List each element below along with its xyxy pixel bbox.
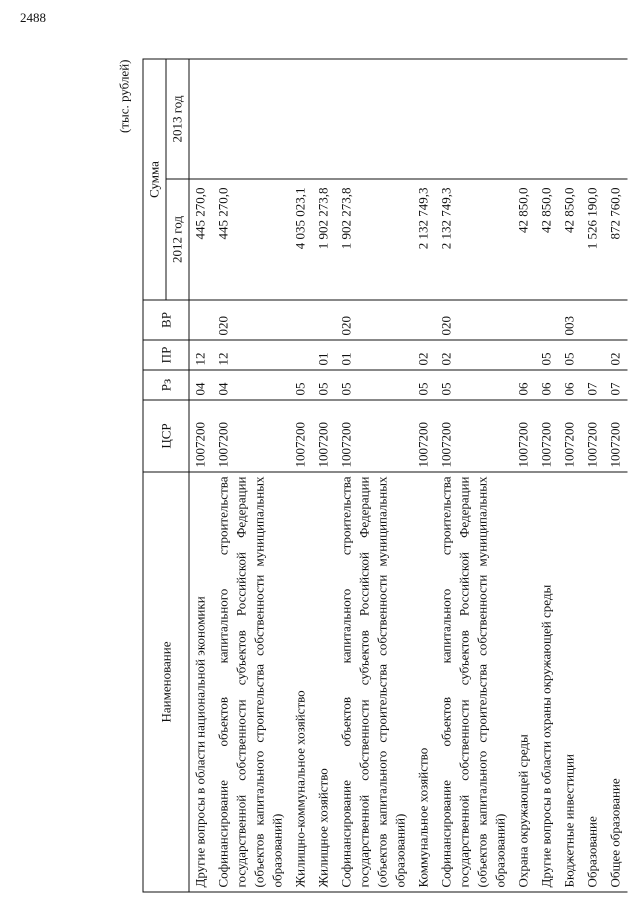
row-vr [289,300,312,340]
table-row [289,59,312,892]
row-name: Другие вопросы в области национальной экономики [189,472,213,892]
row-sum-2012: 42 850,0 [512,179,535,300]
row-name: Софинансирование объектов капитального строительства государственной собственности субъектов Российской Федерации (объектов капитального строительства собственности муниципальных образований) [212,472,289,892]
row-sum-2013 [581,59,604,179]
row-vr [581,300,604,340]
table-row [581,59,604,892]
row-pr [289,340,312,370]
header-year-2012: 2012 год [166,179,189,300]
row-name: Жилищное хозяйство [312,472,335,892]
table-row [558,59,581,892]
header-sum: Сумма [143,59,166,300]
row-csr: 1007200 [604,400,627,472]
row-sum-2013 [289,59,312,179]
table-row [335,59,412,892]
table-row [435,59,512,892]
row-csr: 1007200 [312,400,335,472]
row-pr: 05 [535,340,558,370]
row-rz: 05 [435,370,512,400]
row-vr [189,300,213,340]
row-name: Софинансирование объектов капитального строительства государственной собственности субъектов Российской Федерации (объектов капитального строительства собственности муниципальных образований) [335,472,412,892]
table-body [189,59,628,892]
row-sum-2013 [412,59,435,179]
row-pr: 12 [189,340,213,370]
table-row [412,59,435,892]
row-csr: 1007200 [412,400,435,472]
header-rz: Рз [143,370,189,400]
row-csr: 1007200 [512,400,535,472]
row-rz: 05 [312,370,335,400]
row-rz: 06 [512,370,535,400]
rotated-table-area [110,50,622,905]
table-row [604,59,627,892]
row-sum-2013 [312,59,335,179]
row-vr [412,300,435,340]
row-rz: 07 [581,370,604,400]
row-csr: 1007200 [335,400,412,472]
row-name: Коммунальное хозяйство [412,472,435,892]
row-csr: 1007200 [581,400,604,472]
row-pr: 02 [435,340,512,370]
row-sum-2012: 4 035 023,1 [289,179,312,300]
header-pr: ПР [143,340,189,370]
row-name: Образование [581,472,604,892]
row-vr [512,300,535,340]
table-row [535,59,558,892]
row-sum-2013 [535,59,558,179]
row-pr: 01 [335,340,412,370]
row-name: Бюджетные инвестиции [558,472,581,892]
row-csr: 1007200 [558,400,581,472]
row-sum-2012: 445 270,0 [212,179,289,300]
table-row [512,59,535,892]
row-name: Охрана окружающей среды [512,472,535,892]
row-sum-2013 [558,59,581,179]
row-sum-2013 [435,59,512,179]
row-name: Другие вопросы в области охраны окружающей среды [535,472,558,892]
row-sum-2013 [335,59,412,179]
row-name: Жилищно-коммунальное хозяйство [289,472,312,892]
row-vr [312,300,335,340]
row-pr: 05 [558,340,581,370]
row-vr: 020 [335,300,412,340]
row-csr: 1007200 [189,400,213,472]
row-rz: 06 [558,370,581,400]
header-vr: ВР [143,300,189,340]
row-csr: 1007200 [289,400,312,472]
row-pr [581,340,604,370]
row-rz: 06 [535,370,558,400]
row-sum-2013 [212,59,289,179]
row-sum-2012: 42 850,0 [558,179,581,300]
row-vr: 020 [435,300,512,340]
row-vr [535,300,558,340]
units-label: (тыс. рублей) [116,59,131,134]
row-sum-2013 [189,59,213,179]
table-row [212,59,289,892]
header-name: Наименование [143,472,189,892]
row-rz: 05 [289,370,312,400]
header-csr: ЦСР [143,400,189,472]
row-sum-2012: 1 902 273,8 [312,179,335,300]
row-rz: 04 [212,370,289,400]
row-sum-2012: 1 902 273,8 [335,179,412,300]
row-pr: 02 [604,340,627,370]
row-sum-2012: 2 132 749,3 [435,179,512,300]
row-vr [604,300,627,340]
page-number: 2488 [20,10,46,25]
row-rz: 07 [604,370,627,400]
row-name: Софинансирование объектов капитального строительства государственной собственности субъектов Российской Федерации (объектов капитального строительства собственности муниципальных образований) [435,472,512,892]
row-vr: 020 [212,300,289,340]
row-csr: 1007200 [212,400,289,472]
row-name: Общее образование [604,472,627,892]
row-pr [512,340,535,370]
row-csr: 1007200 [535,400,558,472]
row-csr: 1007200 [435,400,512,472]
budget-table [142,59,627,893]
header-year-2013: 2013 год [166,59,189,179]
row-rz: 05 [335,370,412,400]
row-pr: 01 [312,340,335,370]
table-row [189,59,213,892]
row-rz: 04 [189,370,213,400]
row-sum-2012: 1 526 190,0 [581,179,604,300]
row-rz: 05 [412,370,435,400]
row-sum-2012: 2 132 749,3 [412,179,435,300]
row-sum-2012: 445 270,0 [189,179,213,300]
row-sum-2013 [604,59,627,179]
row-sum-2012: 872 760,0 [604,179,627,300]
row-sum-2013 [512,59,535,179]
row-vr: 003 [558,300,581,340]
row-sum-2012: 42 850,0 [535,179,558,300]
row-pr: 12 [212,340,289,370]
row-pr: 02 [412,340,435,370]
table-row [312,59,335,892]
